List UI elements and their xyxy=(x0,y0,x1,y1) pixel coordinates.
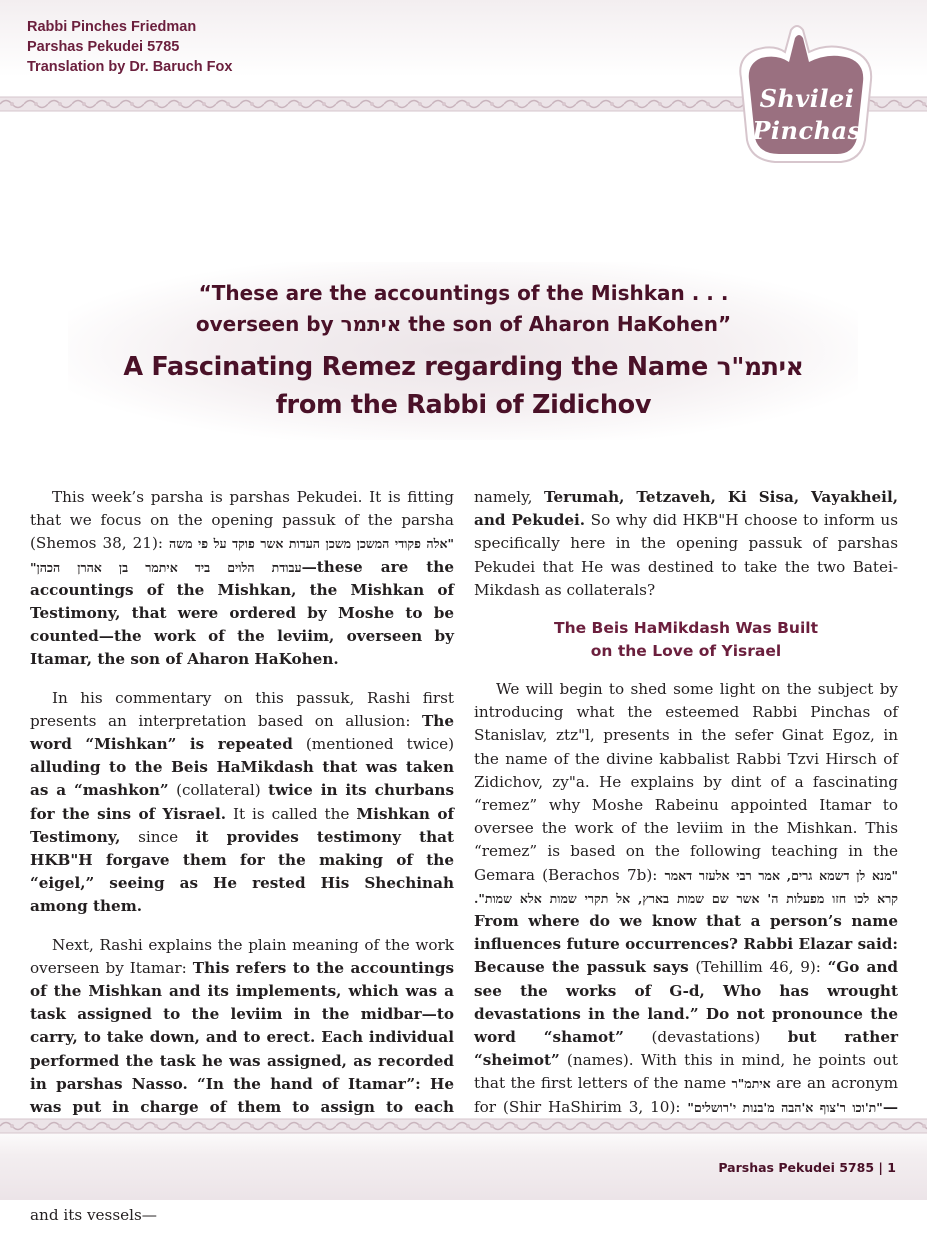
quote-line-2 xyxy=(20,312,907,336)
bold-translation: —these are the accountings of the Mishkan, the Mishkan of Testimony, that were ordered by Moshe to be counted—the work of the leviim, overseen by Itamar, the son of Aharon HaKohen. xyxy=(30,557,454,669)
text-span: since xyxy=(138,827,179,846)
logo-line-1: Shvilei xyxy=(759,84,855,113)
main-title-before: A Fascinating Remez regarding the Name xyxy=(123,352,708,382)
left-paragraph-1 xyxy=(30,486,454,672)
text-span: In his commentary on this passuk, Rashi first presents an interpretation based on allusion: xyxy=(30,688,454,730)
right-paragraph-1 xyxy=(474,486,898,602)
left-paragraph-2 xyxy=(30,687,454,919)
bold-span: it provides testimony that HKB"H forgave them for the making of the “eigel,” seeing as He rested His Shechinah among them. xyxy=(30,827,455,916)
shvilei-pinchas-logo xyxy=(733,22,881,170)
text-span: With this in mind, he points out that the first letters of the name xyxy=(474,1051,899,1093)
bold-span: but rather “sheimot” xyxy=(474,1028,898,1070)
quote-line-2-hebrew: איתמר xyxy=(340,312,402,336)
subheading-line-1: The Beis HaMikdash Was Built xyxy=(554,619,818,638)
bold-span: — xyxy=(882,1097,898,1116)
text-span: So why did HKB"H choose to inform us specifically here in the opening passuk of parshas Pekudei that He was destined to take the two Batei-Mikdash as collaterals? xyxy=(474,511,899,599)
bold-span: This refers to the accountings of the Mishkan and its implements, which was a task assigned to the leviim in the midbar—to carry, to take down, and to erect. Each individual performed the task he was assigned, as recorded in parshas Nasso. “In the hand of Itamar”: He was put in charge of them to assign to each xyxy=(30,958,455,1117)
main-title-hebrew: איתמ"ר xyxy=(716,352,804,381)
author-name: Rabbi Pinches Friedman xyxy=(27,19,197,35)
text-span: (devastations) xyxy=(651,1028,761,1047)
quote-line-1: “These are the accountings of the Mishkan . . . xyxy=(198,281,729,305)
author-block xyxy=(27,17,232,77)
section-subheading xyxy=(474,617,898,663)
text-span: namely, xyxy=(474,488,533,506)
text-span: This week’s parsha is parshas Pekudei. It is fitting that we focus on the opening passuk of the parsha (Shemos 38, 21): xyxy=(30,488,454,553)
bold-span: Mishkan of Testimony, xyxy=(30,804,455,846)
text-span: Next, Rashi explains the plain meaning of the work overseen by Itamar: xyxy=(30,935,454,977)
hebrew-quote: "ת'וכו ר'צוף א'הבה מ'בנות י'רושלים" xyxy=(687,1099,883,1115)
bold-span: “Go and see the works of G-d, Who has wrought devastations in the land.” Do not pronounce the word “shamot” xyxy=(474,958,898,1047)
text-span: (Tehillim 46, 9): xyxy=(695,958,821,977)
page-footer: Parshas Pekudei 5785 | 1 xyxy=(718,1160,896,1175)
right-paragraph-2 xyxy=(474,678,898,1165)
hebrew-name: איתמ"ר xyxy=(731,1076,771,1092)
bold-span: twice in its churbans for the sins of Yisrael. xyxy=(30,781,455,823)
text-span: are an acronym for (Shir HaShirim 3, 10): xyxy=(474,1074,898,1116)
main-title-line-2: from the Rabbi of Zidichov xyxy=(275,390,652,420)
bold-span: From where do we know that a person’s name influences future occurrences? Rabbi Elazar said: Because the passuk says xyxy=(474,912,898,977)
hebrew-quote: "אלה פקודי המשכן משכן העדות אשר פוקד על פי משה עבודת הלוים ביד איתמר בן אהרן הכהן" xyxy=(30,536,455,575)
quote-line-2-after: the son of Aharon HaKohen” xyxy=(408,312,732,336)
quote-line-2-before: overseen by xyxy=(195,312,334,336)
logo-line-2: Pinchas xyxy=(752,116,862,145)
right-column xyxy=(474,486,898,1180)
bold-span: The word “Mishkan” is repeated xyxy=(30,711,455,754)
text-span: (mentioned twice) xyxy=(305,735,454,754)
hebrew-quote: "מנא לן דשמא גרים, אמר רבי אלעזר דאמר קרא לכו חזו מפעלות ה' אשר שם שמות בארץ, אל תקרי שמות אלא שמות". xyxy=(474,867,898,906)
bold-span: alluding to the Beis HaMikdash that was taken as a “mashkon” xyxy=(30,758,454,800)
text-span: and its vessels— xyxy=(30,1205,157,1224)
text-span: We will begin to shed some light on the subject by introducing what the esteemed Rabbi Pinchas of Stanislav, ztz"l, presents in the sefer Ginat Egoz, in the name of the divine kabbalist Rabbi Tzvi Hirsch of Zidichov, zy"a. He explains by dint of a fascinating “remez” why Moshe Rabeinu appointed Itamar to oversee the work of the leviim in the Mishkan. This “remez” is based on the following teaching in the Gemara (Berachos 7b): xyxy=(474,680,898,884)
parsha-line: Parshas Pekudei 5785 xyxy=(27,39,180,55)
footer-ornament-rule xyxy=(0,1117,927,1135)
bold-span: Terumah, Tetzaveh, Ki Sisa, Vayakheil, and Pekudei. xyxy=(474,488,898,530)
main-title-line-1 xyxy=(20,352,907,382)
text-span: (names). xyxy=(566,1051,634,1070)
translator-line: Translation by Dr. Baruch Fox xyxy=(27,59,233,75)
left-paragraph-3 xyxy=(30,934,454,1143)
text-span: (collateral) xyxy=(176,781,261,800)
subheading-line-2: on the Love of Yisrael xyxy=(590,642,782,661)
text-span: It is called the xyxy=(232,804,350,823)
